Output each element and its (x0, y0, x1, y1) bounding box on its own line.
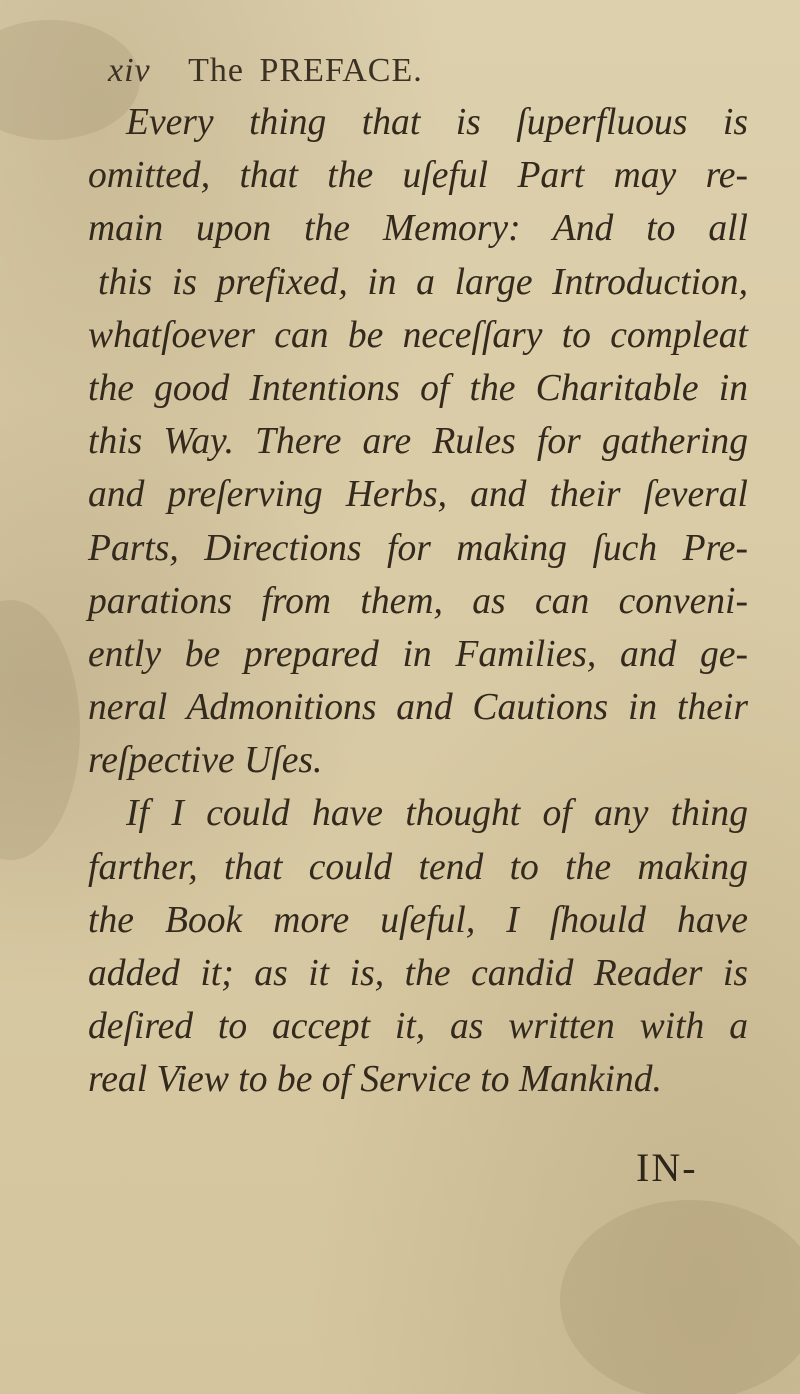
text-line: neral Admonitions and Cautions in their (88, 687, 748, 729)
text-line: main upon the Memory: And to all (88, 208, 748, 250)
text-line: this Way. There are Rules for gathering (88, 421, 748, 463)
text-line: If I could have thought of any thing (126, 793, 748, 835)
preface-text (88, 96, 748, 1107)
paper-stain (0, 600, 80, 860)
text-line: added it; as it is, the candid Reader is (88, 953, 748, 994)
text-line: this is prefixed, in a large Introduction, (98, 261, 748, 303)
running-title: The PREFACE. (188, 52, 423, 89)
page-number: xiv (108, 52, 151, 89)
text-line: deſired to accept it, as written with a (88, 1006, 748, 1048)
text-line: the good Intentions of the Charitable in (88, 367, 748, 409)
text-line: ently be prepared in Families, and ge- (88, 633, 748, 675)
text-line: whatſoever can be neceſſary to compleat (88, 314, 748, 356)
text-line: and preſerving Herbs, and their ſeveral (88, 474, 748, 516)
text-line: real View to be of Service to Mankind. (88, 1059, 662, 1101)
text-line: reſpective Uſes. (88, 740, 323, 782)
text-line: omitted, that the uſeful Part may re- (88, 155, 748, 197)
catchword: IN- (636, 1145, 698, 1190)
text-line: farther, that could tend to the making (88, 846, 748, 888)
running-header (108, 52, 728, 92)
text-line: the Book more uſeful, I ſhould have (88, 899, 748, 941)
text-line: parations from them, as can conveni- (88, 580, 748, 622)
text-line: Every thing that is ſuperfluous is (126, 102, 748, 143)
text-line: Parts, Directions for making ſuch Pre- (88, 527, 748, 569)
paper-stain (560, 1200, 800, 1394)
